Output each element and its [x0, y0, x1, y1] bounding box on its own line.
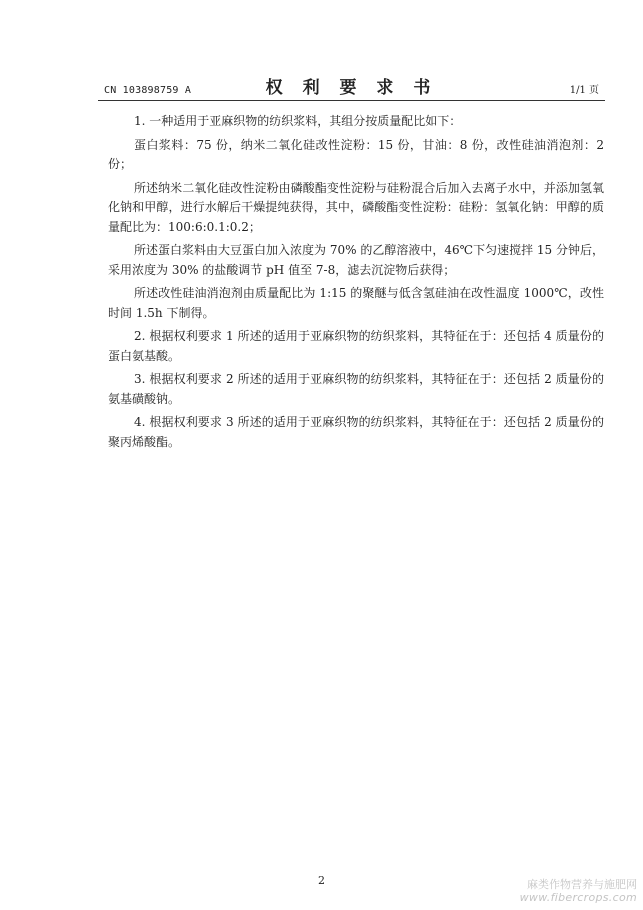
claim-1-starch-preparation: 所述纳米二氧化硅改性淀粉由磷酸酯变性淀粉与硅粉混合后加入去离子水中，并添加氢氧化钠和甲醇，进行水解后干燥提纯获得，其中，磷酸酯变性淀粉：硅粉：氢氧化钠：甲醇的质量配比为：100:6:0.1:0.2；	[108, 180, 604, 234]
claim-2: 2. 根据权利要求 1 所述的适用于亚麻织物的纺织浆料，其特征在于：还包括 4 质量份的蛋白氨基酸。	[108, 329, 604, 363]
page-number: 2	[318, 874, 325, 887]
claim-1-intro: 1. 一种适用于亚麻织物的纺织浆料，其组分按质量配比如下：	[134, 114, 462, 128]
claim-1-protein-preparation: 所述蛋白浆料由大豆蛋白加入浓度为 70% 的乙醇溶液中，46℃下匀速搅拌 15 分钟后，采用浓度为 30% 的盐酸调节 pH 值至 7-8，滤去沉淀物后获得；	[108, 243, 604, 277]
patent-number: CN 103898759 A	[104, 85, 192, 96]
claim-4: 4. 根据权利要求 3 所述的适用于亚麻织物的纺织浆料，其特征在于：还包括 2 质量份的聚丙烯酸酯。	[108, 415, 604, 449]
claim-1-composition: 蛋白浆料：75 份，纳米二氧化硅改性淀粉：15 份，甘油：8 份，改性硅油消泡剂：2 份；	[108, 137, 604, 171]
claim-1-defoamer-preparation: 所述改性硅油消泡剂由质量配比为 1:15 的聚醚与低含氢硅油在改性温度 1000℃，改性时间 1.5h 下制得。	[108, 286, 604, 320]
watermark-url: www.fibercrops.com	[519, 891, 637, 904]
site-watermark	[520, 878, 637, 904]
claim-3: 3. 根据权利要求 2 所述的适用于亚麻织物的纺织浆料，其特征在于：还包括 2 质量份的氨基磺酸钠。	[108, 372, 604, 406]
document-title: 权 利 要 求 书	[265, 78, 438, 98]
page-indicator: 1/1 页	[569, 85, 599, 96]
document-header	[98, 72, 605, 101]
watermark-text: 麻类作物营养与施肥网	[527, 878, 637, 891]
claims-body	[108, 112, 604, 456]
